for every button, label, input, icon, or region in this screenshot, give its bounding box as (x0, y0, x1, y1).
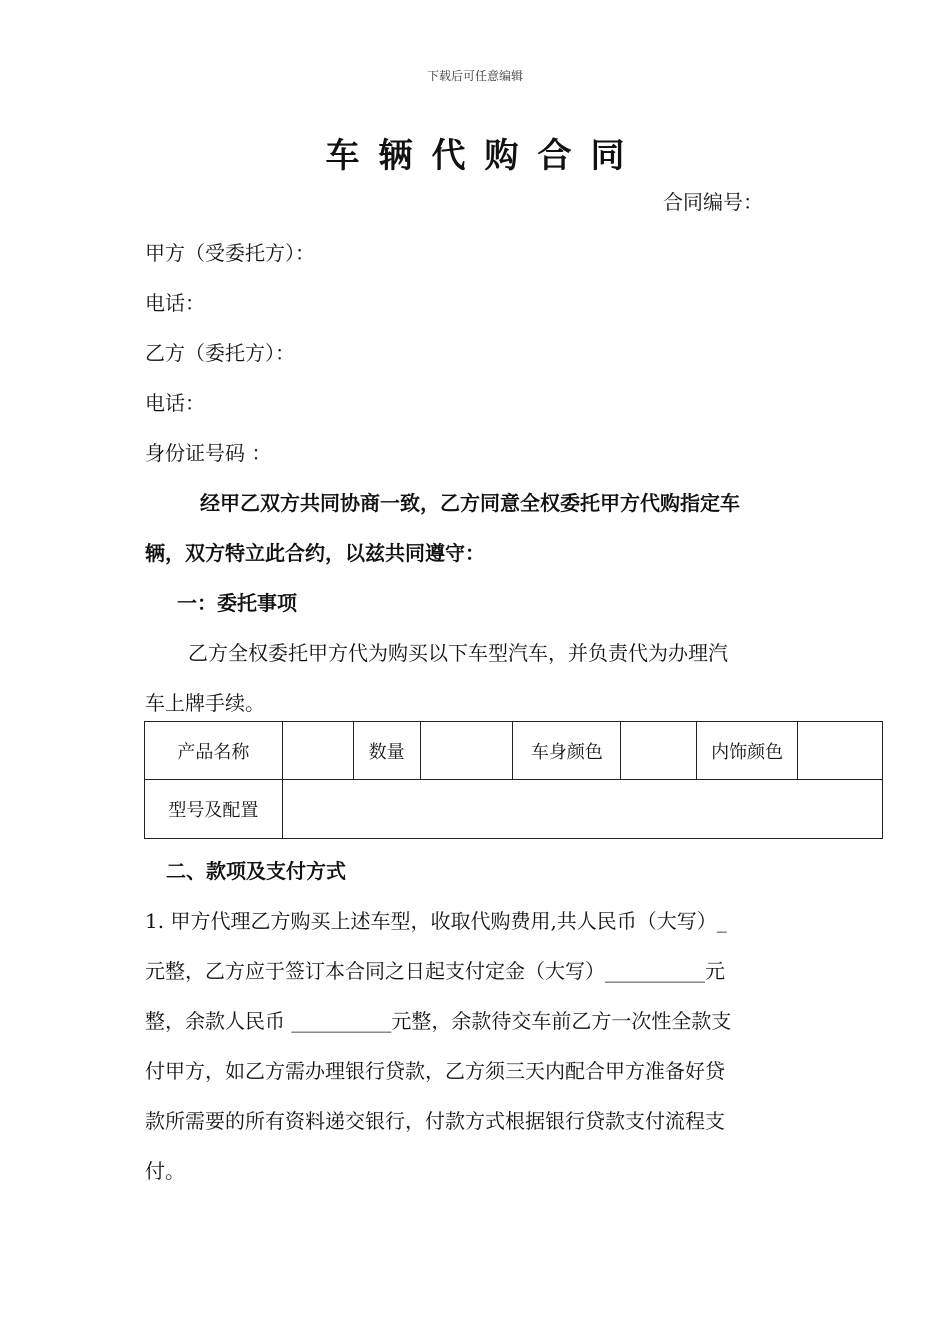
model-config-cell[interactable] (282, 780, 882, 839)
section-1-line-2: 车上牌手续。 (145, 691, 265, 715)
product-table (144, 721, 883, 839)
table-row (145, 780, 883, 839)
contract-number-label: 合同编号： (663, 190, 763, 214)
quantity-header: 数量 (353, 722, 420, 780)
interior-color-cell[interactable] (798, 722, 883, 780)
section-2-line-6: 付。 (145, 1159, 185, 1183)
header-note: 下载后可任意编辑 (426, 69, 523, 83)
party-a-label: 甲方（受委托方）： (145, 241, 315, 265)
party-a-phone-label: 电话： (145, 291, 205, 315)
quantity-cell[interactable] (420, 722, 513, 780)
intro-line-1: 经甲乙双方共同协商一致，乙方同意全权委托甲方代购指定车 (200, 491, 740, 515)
body-color-cell[interactable] (621, 722, 697, 780)
document-title: 车辆代购合同 (325, 136, 644, 176)
section-1-heading: 一：委托事项 (177, 591, 297, 615)
intro-line-2: 辆，双方特立此合约，以兹共同遵守： (145, 541, 485, 565)
section-2-line-5: 款所需要的所有资料递交银行，付款方式根据银行贷款支付流程支 (145, 1109, 725, 1133)
section-2-line-4: 付甲方，如乙方需办理银行贷款，乙方须三天内配合甲方准备好贷 (145, 1059, 725, 1083)
section-2-line-3: 整，余款人民币 __________元整，余款待交车前乙方一次性全款支 (145, 1009, 732, 1033)
section-2-line-1: 1. 甲方代理乙方购买上述车型，收取代购费用,共人民币（大写）_ (145, 909, 727, 933)
section-1-line-1: 乙方全权委托甲方代为购买以下车型汽车，并负责代为办理汽 (188, 641, 728, 665)
table-row (145, 722, 883, 780)
body-color-header: 车身颜色 (513, 722, 621, 780)
party-b-label: 乙方（委托方）： (145, 341, 295, 365)
section-2-line-2: 元整，乙方应于签订本合同之日起支付定金（大写）__________元 (145, 959, 725, 983)
section-2-heading: 二、款项及支付方式 (166, 859, 346, 883)
interior-color-header: 内饰颜色 (697, 722, 798, 780)
model-config-header: 型号及配置 (145, 780, 283, 839)
id-number-label: 身份证号码 ： (145, 441, 272, 465)
product-name-header: 产品名称 (145, 722, 283, 780)
party-b-phone-label: 电话： (145, 391, 205, 415)
product-name-cell[interactable] (282, 722, 353, 780)
